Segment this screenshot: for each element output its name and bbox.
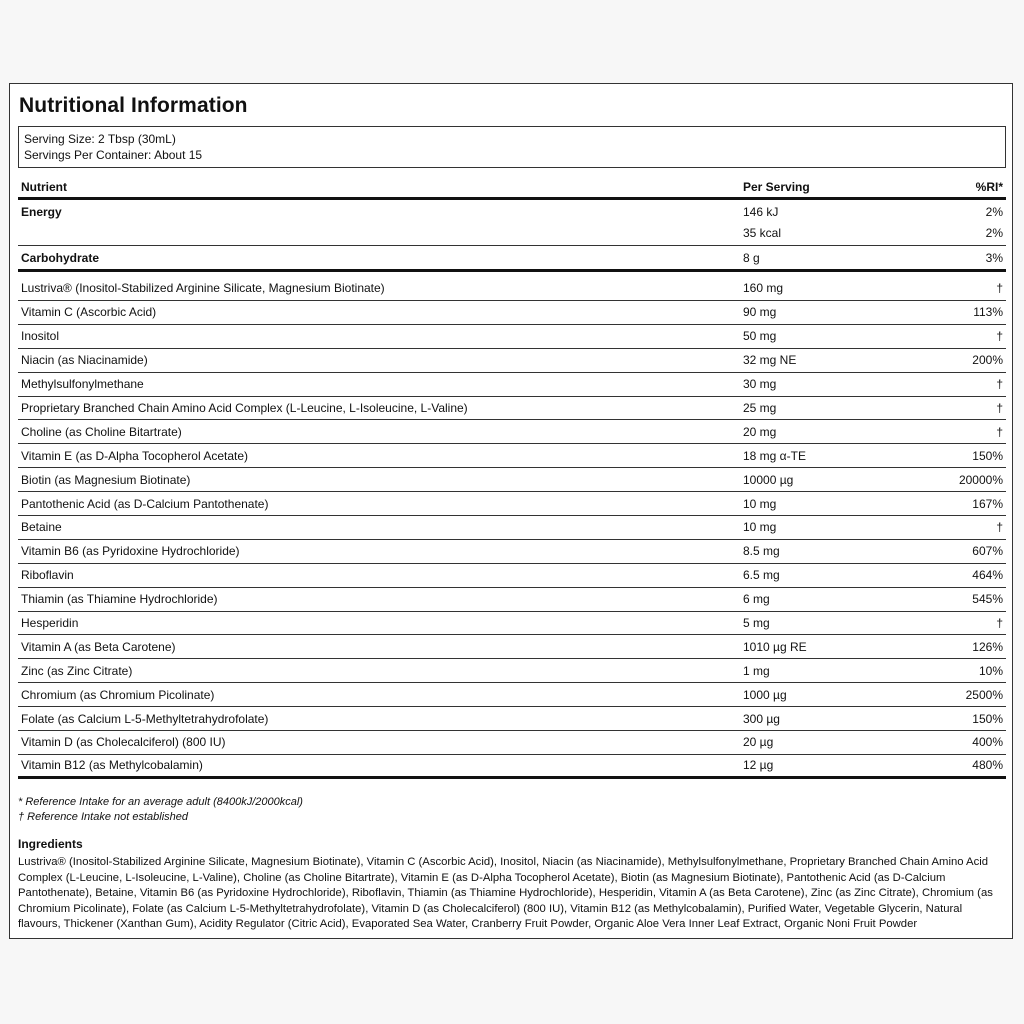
nutrient-ri: 2500% (965, 687, 1003, 702)
table-row (18, 349, 1006, 373)
nutrient-name: Zinc (as Zinc Citrate) (21, 663, 133, 678)
energy-kcal: 35 kcal (743, 226, 782, 240)
table-row (18, 731, 1006, 755)
nutrient-ri: † (996, 329, 1003, 344)
nutrient-ri: † (996, 520, 1003, 535)
nutrient-ri: † (996, 424, 1003, 439)
nutrient-ri: † (996, 616, 1003, 631)
table-row (18, 468, 1006, 492)
nutrition-table (18, 176, 1006, 779)
nutrient-amount: 1010 µg RE (743, 639, 807, 654)
header-ri: %RI* (975, 179, 1003, 194)
nutrient-ri: † (996, 377, 1003, 392)
nutrient-amount: 30 mg (743, 377, 777, 392)
nutrient-ri: 480% (972, 758, 1003, 773)
nutrient-name: Niacin (as Niacinamide) (21, 353, 148, 368)
nutrition-panel (9, 83, 1013, 939)
footnote-ri: * Reference Intake for an average adult (8400kJ/2000kcal) (18, 796, 303, 808)
table-row (18, 564, 1006, 588)
nutrient-name: Thiamin (as Thiamine Hydrochloride) (21, 592, 218, 607)
nutrient-amount: 160 mg (743, 281, 784, 295)
carbohydrate-ri: 3% (985, 250, 1003, 265)
nutrient-amount: 20 µg (743, 735, 774, 750)
nutrient-amount: 12 µg (743, 758, 774, 773)
nutrient-ri: 545% (972, 592, 1003, 607)
nutrient-list (18, 272, 1006, 779)
nutrient-amount: 10 mg (743, 496, 777, 511)
carbohydrate-label: Carbohydrate (21, 250, 100, 265)
nutrient-ri: 150% (972, 448, 1003, 463)
table-row (18, 444, 1006, 468)
nutrient-name: Pantothenic Acid (as D-Calcium Pantothenate) (21, 496, 269, 511)
nutrient-name: Biotin (as Magnesium Biotinate) (21, 472, 191, 487)
nutrient-ri: † (996, 281, 1003, 295)
table-row (18, 272, 1006, 301)
nutrient-name: Vitamin B12 (as Methylcobalamin) (21, 758, 203, 773)
serving-info-box (18, 126, 1006, 168)
serving-size: Serving Size: 2 Tbsp (30mL) (24, 132, 176, 146)
ingredients-title: Ingredients (18, 837, 83, 851)
nutrient-ri: † (996, 401, 1003, 415)
nutrient-name: Betaine (21, 520, 62, 535)
nutrient-ri: 400% (972, 735, 1003, 750)
panel-title: Nutritional Information (19, 94, 248, 117)
table-row (18, 373, 1006, 397)
nutrient-amount: 5 mg (743, 616, 770, 631)
carbohydrate-row (18, 246, 1006, 272)
nutrient-ri: 150% (972, 711, 1003, 726)
nutrient-name: Folate (as Calcium L-5-Methyltetrahydrofolate) (21, 711, 269, 726)
table-row (18, 683, 1006, 707)
nutrient-amount: 25 mg (743, 401, 777, 415)
footnote-not-established: † Reference Intake not established (18, 811, 189, 823)
nutrient-amount: 6 mg (743, 592, 770, 607)
nutrient-amount: 10 mg (743, 520, 777, 535)
nutrient-amount: 10000 µg (743, 472, 794, 487)
nutrient-ri: 20000% (958, 472, 1003, 487)
nutrient-amount: 90 mg (743, 305, 777, 320)
table-row (18, 659, 1006, 683)
nutrient-amount: 1 mg (743, 663, 770, 678)
table-row (18, 325, 1006, 349)
nutrient-ri: 200% (972, 353, 1003, 368)
nutrient-amount: 8.5 mg (743, 544, 780, 559)
nutrient-name: Vitamin E (as D-Alpha Tocopherol Acetate) (21, 448, 249, 463)
table-row (18, 588, 1006, 612)
table-row (18, 492, 1006, 516)
energy-kcal-ri: 2% (985, 226, 1003, 240)
nutrient-amount: 18 mg α-TE (743, 448, 806, 463)
header-per-serving: Per Serving (743, 179, 810, 194)
nutrient-name: Methylsulfonylmethane (21, 377, 144, 392)
energy-label: Energy (21, 205, 62, 219)
nutrient-amount: 50 mg (743, 329, 777, 344)
nutrient-name: Vitamin A (as Beta Carotene) (21, 639, 176, 654)
nutrient-name: Lustriva® (Inositol-Stabilized Arginine Silicate, Magnesium Biotinate) (21, 281, 385, 295)
table-header-row (18, 176, 1006, 200)
table-row (18, 540, 1006, 564)
energy-kj: 146 kJ (743, 205, 779, 219)
energy-row-kj (18, 200, 1006, 224)
table-row (18, 516, 1006, 540)
nutrient-amount: 1000 µg (743, 687, 787, 702)
footnotes (18, 795, 303, 825)
nutrient-amount: 300 µg (743, 711, 780, 726)
nutrient-ri: 167% (972, 496, 1003, 511)
nutrient-name: Vitamin C (Ascorbic Acid) (21, 305, 157, 320)
nutrient-ri: 113% (973, 305, 1003, 320)
nutrient-name: Riboflavin (21, 568, 74, 583)
energy-kj-ri: 2% (985, 205, 1003, 219)
nutrient-ri: 126% (972, 639, 1003, 654)
nutrient-name: Proprietary Branched Chain Amino Acid Complex (L-Leucine, L-Isoleucine, L-Valine) (21, 401, 468, 415)
table-row (18, 420, 1006, 444)
nutrient-name: Hesperidin (21, 616, 79, 631)
table-row (18, 301, 1006, 325)
table-row (18, 397, 1006, 421)
table-row (18, 612, 1006, 636)
table-row (18, 755, 1006, 779)
nutrient-amount: 6.5 mg (743, 568, 780, 583)
nutrient-name: Vitamin D (as Cholecalciferol) (800 IU) (21, 735, 226, 750)
table-row (18, 707, 1006, 731)
nutrient-amount: 32 mg NE (743, 353, 797, 368)
table-row (18, 635, 1006, 659)
nutrient-ri: 464% (972, 568, 1003, 583)
carbohydrate-amount: 8 g (743, 250, 760, 265)
nutrient-name: Vitamin B6 (as Pyridoxine Hydrochloride) (21, 544, 240, 559)
ingredients-text: Lustriva® (Inositol-Stabilized Arginine Silicate, Magnesium Biotinate), Vitamin C (Ascorbic Acid), Inositol, Niacin (as Niacinamide), Methylsulfonylmethane, Proprietary Branched Chain Amino Acid Complex (L-Leucine, L-Isoleucine, L-Valine), Choline (as Choline Bitartrate), Vitamin E (as D-Alpha Tocopherol Acetate), Biotin (as Magnesium Biotinate), Pantothenic Acid (as D-Calcium Pantothenate), Betaine, Vitamin B6 (as Pyridoxine Hydrochloride), Riboflavin, Thiamin (as Thiamine Hydrochloride), Hesperidin, Vitamin A (as Beta Carotene), Zinc (as Zinc Citrate), Chromium (as Chromium Picolinate), Folate (as Calcium L-5-Methyltetrahydrofolate), Vitamin D (as Cholecalciferol) (800 IU), Vitamin B12 (as Methylcobalamin), Purified Water, Vegetable Glycerin, Natural flavours, Thickener (Xanthan Gum), Acidity Regulator (Citric Acid), Evaporated Sea Water, Cranberry Fruit Powder, Organic Aloe Vera Inner Leaf Extract, Organic Noni Fruit Powder (18, 856, 993, 930)
nutrient-ri: 607% (972, 544, 1003, 559)
energy-row-kcal (18, 224, 1006, 246)
nutrient-ri: 10% (978, 663, 1003, 678)
nutrient-name: Choline (as Choline Bitartrate) (21, 424, 182, 439)
nutrient-amount: 20 mg (743, 424, 777, 439)
servings-per-container: Servings Per Container: About 15 (24, 148, 203, 162)
nutrient-name: Chromium (as Chromium Picolinate) (21, 687, 215, 702)
header-nutrient: Nutrient (21, 179, 67, 194)
nutrient-name: Inositol (21, 329, 60, 344)
